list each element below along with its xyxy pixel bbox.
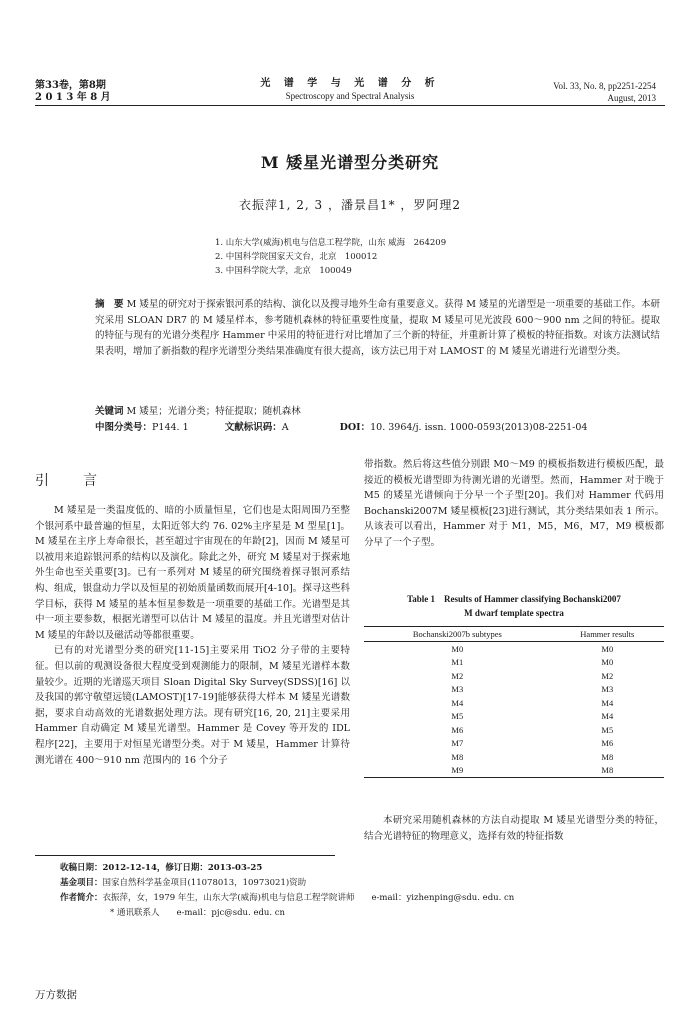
bio-text: 衣振萍，女，1979 年生，山东大学(威海)机电与信息工程学院讲师 e-mail：yizhenping@sdu. edu. cn	[102, 893, 515, 903]
table-cell-subtype: M4	[451, 697, 464, 708]
table-row	[364, 669, 664, 683]
footnotes	[60, 861, 660, 921]
results-table	[364, 626, 664, 778]
table-row	[364, 710, 664, 724]
watermark: 万方数据	[35, 989, 77, 1001]
table-row	[364, 723, 664, 737]
section-heading-introduction: 引 言	[35, 473, 107, 489]
table-header-results: Hammer results	[551, 627, 664, 642]
journal-title: 光 谱 学 与 光 谱 分 析 Spectroscopy and Spectral Analysis	[260, 78, 440, 101]
table-cell-result: M4	[601, 711, 614, 722]
corresponding-author: * 通讯联系人 e-mail：pjc@sdu. edu. cn	[110, 908, 286, 918]
right-column-top	[364, 457, 664, 551]
table-row	[364, 750, 664, 764]
table-cell-result: M4	[601, 697, 614, 708]
abstract-text: M 矮星的研究对于探索银河系的结构、演化以及搜寻地外生命有重要意义。获得 M 矮星的光谱型是一项重要的基础工作。本研究采用 SLOAN DR7 的 M 矮星样本，参考随机森林的特征重要性度量，提取 M 矮星可见光波段 600～900 nm 之间的特征。提取的特征与现有的光谱分类程序 Hammer 中采用的特征进行对比增加了三个新的特征，并重新计算了模板的特征指数。对该方法测试结果表明，增加了新指数的程序光谱型分类结果准确度有很大提高，该方法已用于对 LAMOST 的 M 矮星光谱进行光谱型分类。	[95, 299, 660, 357]
doi-label: DOI：	[339, 421, 371, 433]
table-cell-result: M2	[601, 670, 614, 681]
table-cell-subtype: M0	[451, 643, 464, 654]
table-cell-subtype: M7	[451, 738, 464, 749]
intro-paragraph-1: M 矮星是一类温度低的、暗的小质量恒星，它们也是太阳周围乃至整个银河系中最普遍的恒星，太阳近邻大约 76. 02%主序星是 M 型星[1]。M 矮星在主序上寿命很长，甚至超过宇宙现在的年龄[2]，因而 M 矮星可以被用来追踪银河系的结构以及演化。除此之外，研究 M 矮星对于探索地外生命也至关重要[3]。已有一系列对 M 矮星的研究围绕着探寻银河系结构、组成，银盘动力学以及恒星的初始质量函数而展开[4-10]。探寻这些科学目标，获得 M 矮星的基本恒星参数是一项重要的基础工作。光谱型是其中一项主要参数，根据光谱型可以估计 M 矮星的温度。并且光谱型对估计 M 矮星的年龄以及磁活动等都很重要。	[35, 505, 350, 641]
keywords-block	[95, 404, 660, 435]
table-cell-result: M6	[601, 738, 614, 749]
right-paragraph-2: 本研究采用随机森林的方法自动提取 M 矮星光谱型分类的特征，结合光谱特征的物理意义，选择有效的特征指数	[364, 815, 664, 842]
affiliations	[215, 236, 446, 278]
table-header-subtypes: Bochanski2007b subtypes	[364, 627, 551, 642]
paper-title: M 矮星光谱型分类研究	[260, 153, 440, 172]
table-cell-result: M5	[601, 724, 614, 735]
fund-label: 基金项目：	[60, 878, 103, 888]
table-cell-subtype: M2	[451, 670, 464, 681]
table-cell-result: M8	[601, 751, 614, 762]
affiliation-2: 2. 中国科学院国家天文台，北京 100012	[215, 252, 378, 262]
table-cell-subtype: M3	[451, 684, 464, 695]
table-cell-result: M8	[551, 764, 664, 778]
table-row	[364, 696, 664, 710]
bio-label: 作者简介：	[60, 893, 103, 903]
table-row	[364, 642, 664, 656]
doi: 10. 3964/j. issn. 1000-0593(2013)08-2251-04	[370, 421, 588, 433]
footnote-rule	[35, 855, 335, 856]
author-list: 衣振萍1, 2, 3 ，潘景昌1* ，罗阿理2	[238, 198, 462, 212]
journal-volume-info: 第33卷，第8期 2 0 1 3 年 8 月	[35, 80, 111, 103]
table-cell-subtype: M5	[451, 711, 464, 722]
table-cell-result: M0	[601, 657, 614, 668]
table-caption: Table 1 Results of Hammer classifying Bochanski2007 M dwarf template spectra	[407, 594, 621, 618]
left-column	[35, 503, 350, 768]
table-cell-subtype: M8	[451, 751, 464, 762]
abstract	[95, 297, 660, 359]
clc-number: P144. 1	[152, 421, 189, 433]
table-row	[364, 737, 664, 751]
doc-code-label: 文献标识码：	[224, 421, 282, 433]
right-paragraph-1: 带指数。然后将这些值分别跟 M0～M9 的模板指数进行模板匹配，最接近的模板光谱型即为待测光谱的光谱型。然而，Hammer 对于晚于 M5 的矮星光谱倾向于分早一个子型[20]。我们对 Hammer 代码用 Bochanski2007M 矮星模板[23]进行测试，其分类结果如表 1 所示。从该表可以看出，Hammer 对于 M1，M5，M6，M7，M9 模板都分早了一个子型。	[364, 459, 664, 548]
table-row	[364, 656, 664, 670]
keywords-label: 关键词	[95, 406, 124, 417]
table-cell-subtype: M1	[451, 657, 464, 668]
received-dates: 收稿日期：2012-12-14，修订日期：2013-03-25	[60, 863, 263, 873]
table-row	[364, 683, 664, 697]
clc-label: 中图分类号：	[95, 421, 153, 433]
intro-paragraph-2: 已有的对光谱型分类的研究[11-15]主要采用 TiO2 分子带的主要特征。但以前的观测设备很大程度受到观测能力的限制，M 矮星光谱样本数量较少。近期的光谱巡天项目 Sloan Digital Sky Survey(SDSS)[16] 以及我国的郭守敬望远镜(LAMOST)[17-19]能够获得大样本 M 矮星光谱数据，要求自动高效的光谱数据处理方法。现有研究[16, 20, 21]主要采用 Hammer 自动确定 M 矮星光谱型。Hammer 是 Covey 等开发的 IDL 程序[22]，主要用于对恒星光谱型分类。对于 M 矮星，Hammer 计算待测光谱在 400～910 nm 范围内的 16 个分子	[35, 645, 350, 766]
keywords-text: M 矮星；光谱分类；特征提取；随机森林	[126, 406, 301, 417]
table-cell-subtype: M6	[451, 724, 464, 735]
right-column-bottom	[364, 813, 664, 844]
journal-volume-en: Vol. 33, No. 8, pp2251-2254 August, 2013	[553, 81, 656, 103]
fund-text: 国家自然科学基金项目(11078013，10973021)资助	[102, 878, 307, 888]
doc-code: A	[281, 421, 289, 433]
abstract-label: 摘 要	[95, 299, 124, 310]
table-cell-subtype: M9	[364, 764, 551, 778]
affiliation-1: 1. 山东大学(威海)机电与信息工程学院，山东 威海 264209	[215, 238, 447, 248]
table-cell-result: M3	[601, 684, 614, 695]
header-rule	[35, 105, 665, 106]
affiliation-3: 3. 中国科学院大学，北京 100049	[215, 266, 352, 276]
table-row	[364, 764, 664, 778]
table-cell-result: M0	[601, 643, 614, 654]
